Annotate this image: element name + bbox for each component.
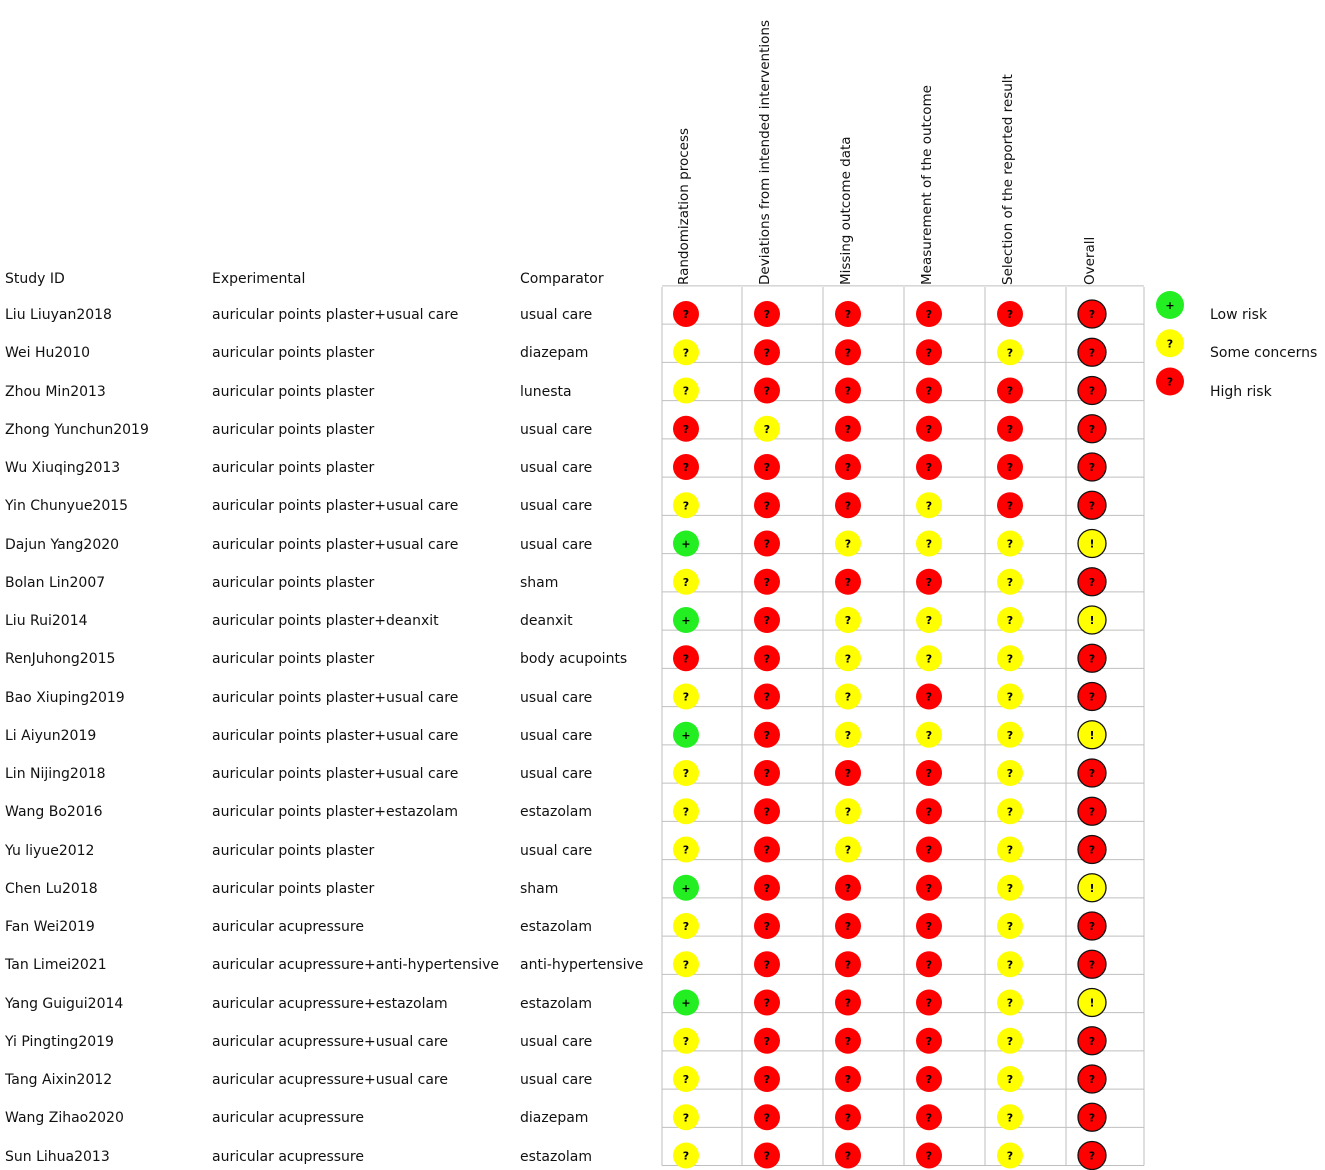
rating-symbol: ? xyxy=(844,767,852,780)
rating-symbol: ? xyxy=(1006,996,1014,1010)
domain-header: Randomization process xyxy=(676,127,692,285)
header-comparator: Comparator xyxy=(520,271,604,287)
rating-symbol: ? xyxy=(763,728,771,742)
rating-symbol: ? xyxy=(1006,422,1014,436)
rating-symbol: ? xyxy=(844,805,852,819)
rating-symbol: ? xyxy=(925,728,933,742)
rating-symbol: ? xyxy=(763,1034,771,1048)
rating-symbol: ? xyxy=(844,1111,852,1125)
study-id: Tang Aixin2012 xyxy=(5,1072,113,1088)
comparator-cell: usual care xyxy=(520,421,593,438)
rating-symbol: ? xyxy=(1088,920,1096,933)
domain-header: Missing outcome data xyxy=(838,136,854,285)
rating-symbol: ? xyxy=(1006,881,1014,895)
experimental-cell: auricular acupressure xyxy=(212,1148,364,1165)
rating-symbol: ? xyxy=(925,1149,933,1163)
study-id: Zhong Yunchun2019 xyxy=(5,421,149,438)
rating-symbol: ? xyxy=(844,614,852,627)
study-id: Liu Rui2014 xyxy=(5,613,88,629)
rating-symbol: ? xyxy=(682,499,690,513)
rating-symbol: ? xyxy=(844,461,852,474)
rating-symbol: ? xyxy=(925,575,933,589)
rating-symbol: ? xyxy=(1006,1111,1014,1125)
rating-symbol: ? xyxy=(925,384,933,398)
rating-symbol: ? xyxy=(844,1073,852,1086)
rating-symbol: ? xyxy=(844,920,852,933)
experimental-cell: auricular acupressure xyxy=(212,1110,364,1127)
rating-symbol: ? xyxy=(925,843,933,857)
rating-symbol: ? xyxy=(1006,767,1014,780)
rating-symbol: ? xyxy=(925,920,933,933)
rating-symbol: ! xyxy=(1089,728,1095,742)
comparator-cell: usual care xyxy=(520,460,593,476)
rating-symbol: ? xyxy=(1006,920,1014,933)
rating-symbol: ? xyxy=(844,1034,852,1048)
rating-symbol: ? xyxy=(1006,805,1014,819)
experimental-cell: auricular acupressure+usual care xyxy=(212,1033,448,1050)
experimental-cell: auricular points plaster+usual care xyxy=(212,536,459,553)
study-id: Liu Liuyan2018 xyxy=(5,307,112,323)
study-id: Sun Lihua2013 xyxy=(5,1148,110,1165)
experimental-cell: auricular points plaster+usual care xyxy=(212,307,459,323)
experimental-cell: auricular points plaster xyxy=(212,651,375,668)
rating-symbol: ? xyxy=(844,308,852,321)
rating-symbol: ? xyxy=(682,652,690,666)
rating-symbol: ? xyxy=(1088,805,1096,819)
rating-symbol: ? xyxy=(763,958,771,972)
experimental-cell: auricular points plaster+estazolam xyxy=(212,804,459,821)
rating-symbol: ! xyxy=(1089,996,1095,1010)
rating-symbol: ? xyxy=(1006,308,1014,321)
experimental-cell: auricular points plaster xyxy=(212,345,375,362)
study-id: Zhou Min2013 xyxy=(5,383,106,400)
rating-symbol: ? xyxy=(682,843,690,857)
rating-symbol: ? xyxy=(763,499,771,513)
rating-symbol: ? xyxy=(925,958,933,972)
comparator-cell: sham xyxy=(520,880,559,897)
rating-symbol: ? xyxy=(763,881,771,895)
rating-symbol: ? xyxy=(925,422,933,436)
comparator-cell: anti-hypertensive xyxy=(520,957,644,974)
rating-symbol: ? xyxy=(1088,958,1096,972)
rating-symbol: ? xyxy=(1088,767,1096,780)
experimental-cell: auricular points plaster+usual care xyxy=(212,498,459,515)
study-id: Yang Guigui2014 xyxy=(5,995,124,1012)
rating-symbol: ? xyxy=(925,346,933,360)
rating-symbol: ? xyxy=(763,575,771,589)
legend-symbol: ? xyxy=(1166,337,1174,351)
rating-symbol: ? xyxy=(925,805,933,819)
rating-symbol: ? xyxy=(1088,384,1096,398)
experimental-cell: auricular points plaster xyxy=(212,880,375,897)
legend-label-high: High risk xyxy=(1210,383,1272,400)
rating-symbol: ? xyxy=(1006,958,1014,972)
rating-symbol: + xyxy=(681,728,691,742)
rating-symbol: ? xyxy=(763,1111,771,1125)
rating-symbol: ? xyxy=(925,614,933,627)
rating-symbol: ? xyxy=(1088,308,1096,321)
experimental-cell: auricular acupressure+usual care xyxy=(212,1072,448,1088)
rating-symbol: ? xyxy=(682,575,690,589)
domain-header: Selection of the reported result xyxy=(1000,74,1016,285)
rating-symbol: ? xyxy=(682,767,690,780)
header-study-id: Study ID xyxy=(5,271,65,287)
rating-symbol: ? xyxy=(763,1149,771,1163)
comparator-cell: diazepam xyxy=(520,1110,589,1127)
rating-symbol: ? xyxy=(844,346,852,360)
rating-symbol: ! xyxy=(1089,614,1095,627)
rating-symbol: ? xyxy=(682,422,690,436)
legend-symbol: + xyxy=(1165,299,1175,312)
study-id: Lin Nijing2018 xyxy=(5,766,106,782)
experimental-cell: auricular points plaster xyxy=(212,460,375,476)
rating-symbol: ? xyxy=(1088,422,1096,436)
rating-symbol: ? xyxy=(1006,537,1014,551)
comparator-cell: usual care xyxy=(520,498,593,515)
rating-symbol: ? xyxy=(925,690,933,704)
rating-symbol: ? xyxy=(844,499,852,513)
rating-symbol: ? xyxy=(1088,575,1096,589)
rating-symbol: ? xyxy=(925,1034,933,1048)
rating-symbol: ? xyxy=(844,728,852,742)
comparator-cell: usual care xyxy=(520,727,593,744)
experimental-cell: auricular points plaster+usual care xyxy=(212,766,459,782)
rating-symbol: ? xyxy=(763,805,771,819)
rating-symbol: ? xyxy=(844,996,852,1010)
study-id: Wu Xiuqing2013 xyxy=(5,460,121,476)
rating-symbol: ? xyxy=(763,461,771,474)
study-id: Tan Limei2021 xyxy=(5,957,107,974)
rating-symbol: ? xyxy=(1006,843,1014,857)
rating-symbol: ? xyxy=(925,652,933,666)
rating-symbol: ? xyxy=(682,384,690,398)
rating-symbol: ? xyxy=(1006,499,1014,513)
rating-symbol: ? xyxy=(1088,690,1096,704)
header-experimental: Experimental xyxy=(212,271,306,287)
rating-symbol: ? xyxy=(763,346,771,360)
rating-symbol: ? xyxy=(1088,1034,1096,1048)
study-id: Bolan Lin2007 xyxy=(5,574,106,591)
legend-label-low: Low risk xyxy=(1210,307,1268,323)
rating-symbol: ? xyxy=(682,1034,690,1048)
rating-symbol: ? xyxy=(844,422,852,436)
rating-symbol: ? xyxy=(1088,346,1096,360)
rating-symbol: ? xyxy=(682,690,690,704)
rating-symbol: ? xyxy=(1006,614,1014,627)
comparator-cell: usual care xyxy=(520,536,593,553)
rating-symbol: ? xyxy=(1088,1073,1096,1086)
rating-symbol: ? xyxy=(763,690,771,704)
study-id: Chen Lu2018 xyxy=(5,880,98,897)
rating-symbol: ? xyxy=(1088,652,1096,666)
domain-header: Overall xyxy=(1082,236,1098,285)
rating-symbol: ? xyxy=(763,996,771,1010)
rating-symbol: ? xyxy=(682,461,690,474)
rating-symbol: ? xyxy=(844,537,852,551)
experimental-cell: auricular points plaster+deanxit xyxy=(212,613,439,629)
comparator-cell: lunesta xyxy=(520,383,572,400)
rating-symbol: ? xyxy=(682,1111,690,1125)
rating-symbol: ? xyxy=(763,652,771,666)
rating-symbol: ? xyxy=(925,1073,933,1086)
rating-symbol: ? xyxy=(1006,1073,1014,1086)
study-id: Wang Zihao2020 xyxy=(5,1110,124,1127)
comparator-cell: usual care xyxy=(520,1033,593,1050)
rating-symbol: ? xyxy=(682,1149,690,1163)
rating-symbol: ? xyxy=(1088,843,1096,857)
rating-symbol: ? xyxy=(763,422,771,436)
experimental-cell: auricular acupressure+estazolam xyxy=(212,995,448,1012)
study-id: Wang Bo2016 xyxy=(5,804,103,821)
comparator-cell: body acupoints xyxy=(520,651,628,668)
rating-symbol: ? xyxy=(925,461,933,474)
rating-symbol: ? xyxy=(1006,461,1014,474)
comparator-cell: usual care xyxy=(520,689,593,706)
comparator-cell: estazolam xyxy=(520,1148,592,1165)
rating-symbol: ? xyxy=(763,384,771,398)
rating-symbol: ? xyxy=(1006,346,1014,360)
rating-symbol: ? xyxy=(844,690,852,704)
rating-symbol: ? xyxy=(1006,728,1014,742)
rating-symbol: ? xyxy=(1006,575,1014,589)
rating-symbol: ? xyxy=(925,767,933,780)
comparator-cell: usual care xyxy=(520,307,593,323)
comparator-cell: usual care xyxy=(520,1072,593,1088)
rating-symbol: ? xyxy=(682,805,690,819)
rating-symbol: ? xyxy=(1088,1111,1096,1125)
rating-symbol: ? xyxy=(844,1149,852,1163)
rating-symbol: ? xyxy=(925,881,933,895)
study-id: Wei Hu2010 xyxy=(5,345,91,362)
study-id: Bao Xiuping2019 xyxy=(5,689,125,706)
study-id: RenJuhong2015 xyxy=(5,651,116,668)
rating-symbol: + xyxy=(681,614,691,627)
rating-symbol: ? xyxy=(1088,461,1096,474)
comparator-cell: deanxit xyxy=(520,613,573,629)
study-id: Yin Chunyue2015 xyxy=(5,498,129,515)
rating-symbol: ? xyxy=(682,308,690,321)
study-id: Yu liyue2012 xyxy=(5,842,95,859)
comparator-cell: estazolam xyxy=(520,804,592,821)
rating-symbol: ? xyxy=(844,881,852,895)
comparator-cell: estazolam xyxy=(520,919,592,935)
rating-symbol: + xyxy=(681,537,691,551)
rating-symbol: ? xyxy=(844,843,852,857)
comparator-cell: estazolam xyxy=(520,995,592,1012)
rating-symbol: ? xyxy=(1088,499,1096,513)
rating-symbol: ? xyxy=(925,308,933,321)
rating-symbol: ? xyxy=(1006,384,1014,398)
experimental-cell: auricular acupressure xyxy=(212,919,364,935)
rating-symbol: + xyxy=(681,881,691,895)
experimental-cell: auricular acupressure+anti-hypertensive xyxy=(212,957,500,974)
rating-symbol: ? xyxy=(925,996,933,1010)
rating-symbol: ? xyxy=(925,1111,933,1125)
rating-symbol: ? xyxy=(763,308,771,321)
rating-symbol: ? xyxy=(1006,1149,1014,1163)
rating-symbol: ? xyxy=(763,537,771,551)
rating-symbol: ? xyxy=(1006,652,1014,666)
rating-symbol: ? xyxy=(682,920,690,933)
study-id: Fan Wei2019 xyxy=(5,919,95,935)
experimental-cell: auricular points plaster xyxy=(212,574,375,591)
study-id: Li Aiyun2019 xyxy=(5,727,97,744)
legend-label-some: Some concerns xyxy=(1210,345,1318,362)
study-id: Dajun Yang2020 xyxy=(5,536,120,553)
rating-symbol: ? xyxy=(1088,1149,1096,1163)
rating-symbol: ? xyxy=(844,652,852,666)
rating-symbol: ? xyxy=(763,920,771,933)
rating-symbol: ? xyxy=(1006,690,1014,704)
rating-symbol: ? xyxy=(925,499,933,513)
domain-header: Measurement of the outcome xyxy=(919,85,935,285)
rating-symbol: ? xyxy=(844,958,852,972)
experimental-cell: auricular points plaster+usual care xyxy=(212,727,459,744)
experimental-cell: auricular points plaster xyxy=(212,421,375,438)
rating-symbol: ? xyxy=(682,958,690,972)
rating-symbol: ? xyxy=(763,767,771,780)
rating-symbol: ? xyxy=(925,537,933,551)
rating-symbol: ? xyxy=(1006,1034,1014,1048)
rating-symbol: ! xyxy=(1089,881,1095,895)
rating-symbol: ? xyxy=(844,384,852,398)
comparator-cell: sham xyxy=(520,574,559,591)
comparator-cell: diazepam xyxy=(520,345,589,362)
experimental-cell: auricular points plaster xyxy=(212,383,375,400)
legend-symbol: ? xyxy=(1166,375,1174,389)
rating-symbol: ? xyxy=(844,575,852,589)
study-id: Yi Pingting2019 xyxy=(5,1033,114,1050)
rating-symbol: ? xyxy=(763,843,771,857)
rating-symbol: ? xyxy=(682,346,690,360)
experimental-cell: auricular points plaster xyxy=(212,842,375,859)
rating-symbol: ? xyxy=(763,614,771,627)
rating-symbol: ! xyxy=(1089,537,1095,551)
comparator-cell: usual care xyxy=(520,842,593,859)
domain-header: Deviations from intended interventions xyxy=(757,19,773,285)
comparator-cell: usual care xyxy=(520,766,593,782)
rating-symbol: + xyxy=(681,996,691,1010)
rating-symbol: ? xyxy=(682,1073,690,1086)
experimental-cell: auricular points plaster+usual care xyxy=(212,689,459,706)
rating-symbol: ? xyxy=(763,1073,771,1086)
